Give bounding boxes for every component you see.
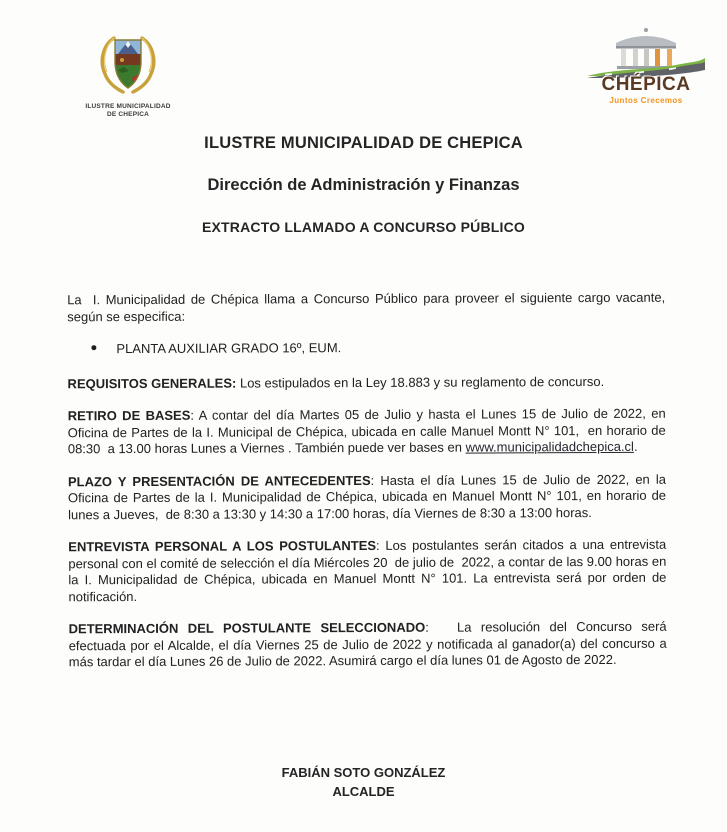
chepica-tagline: Juntos Crecemos xyxy=(609,96,683,105)
chepica-brand-logo xyxy=(585,26,707,105)
section-plazo-text: : Hasta el día Lunes 15 de Julio de 2022, en la Oficina de Partes de la I. Municipalidad de Chépica, ubicada en Manuel Montt N° 101, en horario de lunes a Jueves, de 8:30 a 13:30 y 14:30 a 17:00 horas, día Viernes de 8:30 a 13:00 horas. xyxy=(68,471,670,522)
bases-website-link[interactable]: www.municipalidadchepica.cl xyxy=(465,438,634,455)
section-requisitos-label: REQUISITOS GENERALES: xyxy=(67,375,237,391)
section-plazo xyxy=(67,471,670,523)
title-extract: EXTRACTO LLAMADO A CONCURSO PÚBLICO xyxy=(201,219,526,235)
chepica-wordmark: CHÉPICA xyxy=(601,74,691,95)
section-plazo-label: PLAZO Y PRESENTACIÓN DE ANTECEDENTES xyxy=(67,472,371,489)
section-requisitos-text: Los estipulados en la Ley 18.883 y su reglamento de concurso. xyxy=(236,373,605,391)
document-titles xyxy=(0,133,727,236)
crest-caption-line2: DE CHEPICA xyxy=(106,111,150,118)
title-municipality: ILUSTRE MUNICIPALIDAD DE CHEPICA xyxy=(204,134,523,152)
crest-caption xyxy=(78,103,178,119)
bullet-icon xyxy=(91,345,96,350)
crest-shield-icon xyxy=(88,34,168,96)
section-retiro-suffix: . xyxy=(633,438,638,454)
section-determinacion-text: : La resolución del Concurso será efectuada por el Alcalde, el día Viernes 25 de Julio de 2022 y notificada al ganador(a) del concurso a más tardar el día Lunes 26 de Julio de 2022. Asumirá cargo el día lunes 01 de Agosto de 2022. xyxy=(68,618,671,670)
section-retiro xyxy=(67,405,670,458)
signature-title: ALCALDE xyxy=(332,784,395,799)
crest-caption-line1: ILUSTRE MUNICIPALIDAD xyxy=(85,103,171,110)
section-requisitos xyxy=(68,373,666,392)
title-department: Dirección de Administración y Finanzas xyxy=(207,176,520,194)
section-entrevista-label: ENTREVISTA PERSONAL A LOS POSTULANTES xyxy=(68,537,377,555)
section-entrevista-text: : Los postulantes serán citados a una entrevista personal con el comité de selección el día Miércoles 20 de julio de 2022, a contar de las 9.00 horas en la I. Municipalidad de Chépica, ubicada en Manuel Montt N° 101. La entrevista será por orden de notificación. xyxy=(68,536,671,604)
gazebo-road-icon xyxy=(585,26,707,78)
section-retiro-text: : A contar del día Martes 05 de Julio y hasta el Lunes 15 de Julio de 2022, en Oficina de Partes de la I. Municipal de Chépica, ubicada en calle Manuel Montt N° 101, en horario de 08:30 a 13.00 horas Lunes a Viernes . También puede ver bases en xyxy=(67,405,670,457)
section-determinacion-label: DETERMINACIÓN DEL POSTULANTE SELECCIONADO xyxy=(68,619,426,637)
section-entrevista xyxy=(68,536,671,606)
document-body xyxy=(67,289,671,687)
vacancy-bullet-text: PLANTA AUXILIAR GRADO 16º, EUM. xyxy=(116,340,342,357)
municipality-crest-logo xyxy=(78,34,178,119)
signature-name: FABIÁN SOTO GONZÁLEZ xyxy=(281,765,446,780)
signature-block xyxy=(0,763,727,801)
intro-paragraph: La I. Municipalidad de Chépica llama a Concurso Público para proveer el siguiente cargo vacante, según se especifica: xyxy=(67,289,669,324)
section-determinacion xyxy=(68,618,671,671)
vacancy-bullet-item xyxy=(91,339,665,358)
section-retiro-label: RETIRO DE BASES xyxy=(67,407,191,424)
